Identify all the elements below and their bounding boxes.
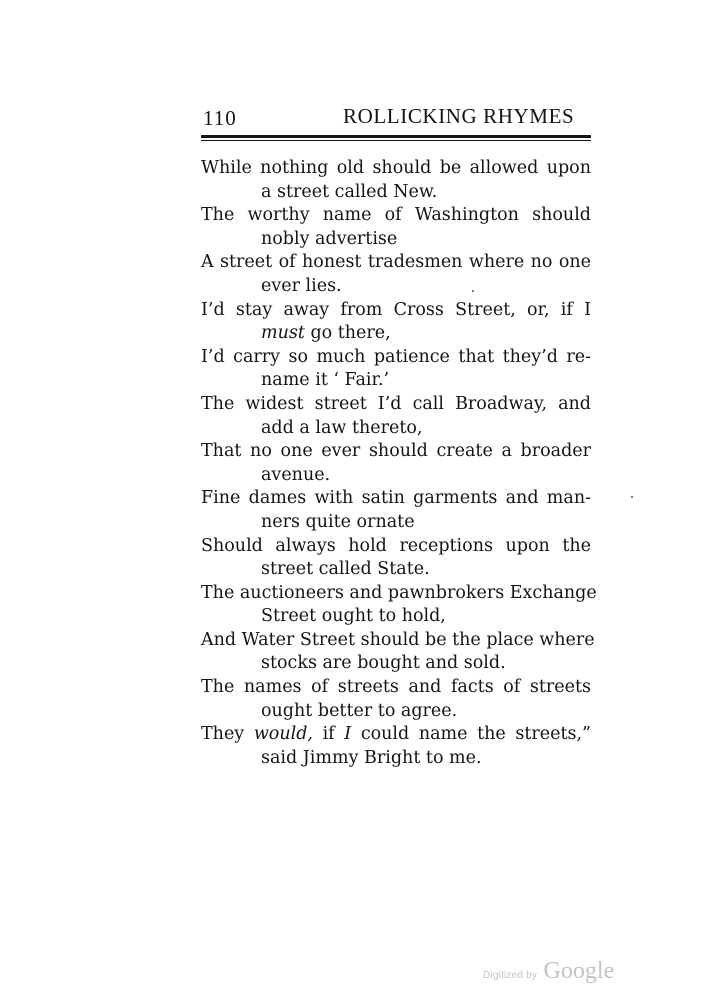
poem-line: I’d stay away from Cross Street, or, if I — [201, 299, 591, 320]
poem-body — [201, 157, 597, 770]
poem-line: While nothing old should be allowed upon — [201, 158, 591, 178]
italic-word: must — [261, 323, 305, 344]
poem-line-continuation: street called State. — [261, 559, 430, 580]
italic-word: I — [344, 724, 352, 745]
poem-line-continuation: avenue. — [261, 464, 331, 485]
line-text: if — [312, 724, 345, 745]
poem-line-continuation — [201, 322, 591, 346]
print-speck — [631, 496, 633, 498]
line-text: could name the streets,” — [351, 724, 592, 745]
poem-line-continuation: ners quite ornate — [261, 511, 415, 532]
page-number: 110 — [203, 106, 237, 130]
poem-line: The auctioneers and pawnbrokers Exchange — [201, 582, 597, 603]
poem-line: I’d carry so much patience that they’d re- — [201, 346, 591, 367]
running-head: ROLLICKING RHYMES — [343, 104, 575, 128]
print-speck — [472, 290, 474, 292]
poem-line-continuation: nobly advertise — [261, 228, 398, 249]
italic-word: would, — [253, 724, 313, 745]
poem-line: That no one ever should create a broader — [201, 441, 591, 462]
poem-line-continuation: a street called New. — [261, 181, 438, 202]
line-text: go there, — [304, 323, 391, 344]
poem-line: Fine dames with satin garments and man- — [201, 488, 591, 509]
poem-line: The widest street I’d call Broadway, and — [201, 393, 591, 414]
poem-line-continuation: name it ‘ Fair.’ — [261, 370, 390, 391]
poem-line: And Water Street should be the place where — [201, 629, 595, 650]
digitized-watermark — [483, 958, 614, 985]
poem-line: Should always hold receptions upon the — [201, 535, 591, 556]
google-logo: Google — [543, 958, 615, 984]
poem-line: The names of streets and facts of streets — [201, 677, 591, 698]
poem-line-continuation: ought better to agree. — [261, 700, 458, 721]
poem-line-continuation: stocks are bought and sold. — [261, 653, 506, 674]
poem-line-continuation: ever lies. — [261, 275, 342, 296]
poem-line: The worthy name of Washington should — [201, 205, 591, 226]
poem-line-continuation: Street ought to hold, — [261, 606, 446, 627]
poem-line: A street of honest tradesmen where no one — [201, 252, 591, 273]
poem-line — [201, 723, 591, 747]
watermark-prefix: Digitized by — [483, 970, 538, 981]
header-rule-thick — [201, 135, 591, 138]
header-rule-thin — [201, 140, 591, 141]
line-text: They — [201, 724, 254, 745]
poem-line-continuation: said Jimmy Bright to me. — [261, 747, 482, 768]
poem-line-continuation: add a law thereto, — [261, 417, 423, 438]
